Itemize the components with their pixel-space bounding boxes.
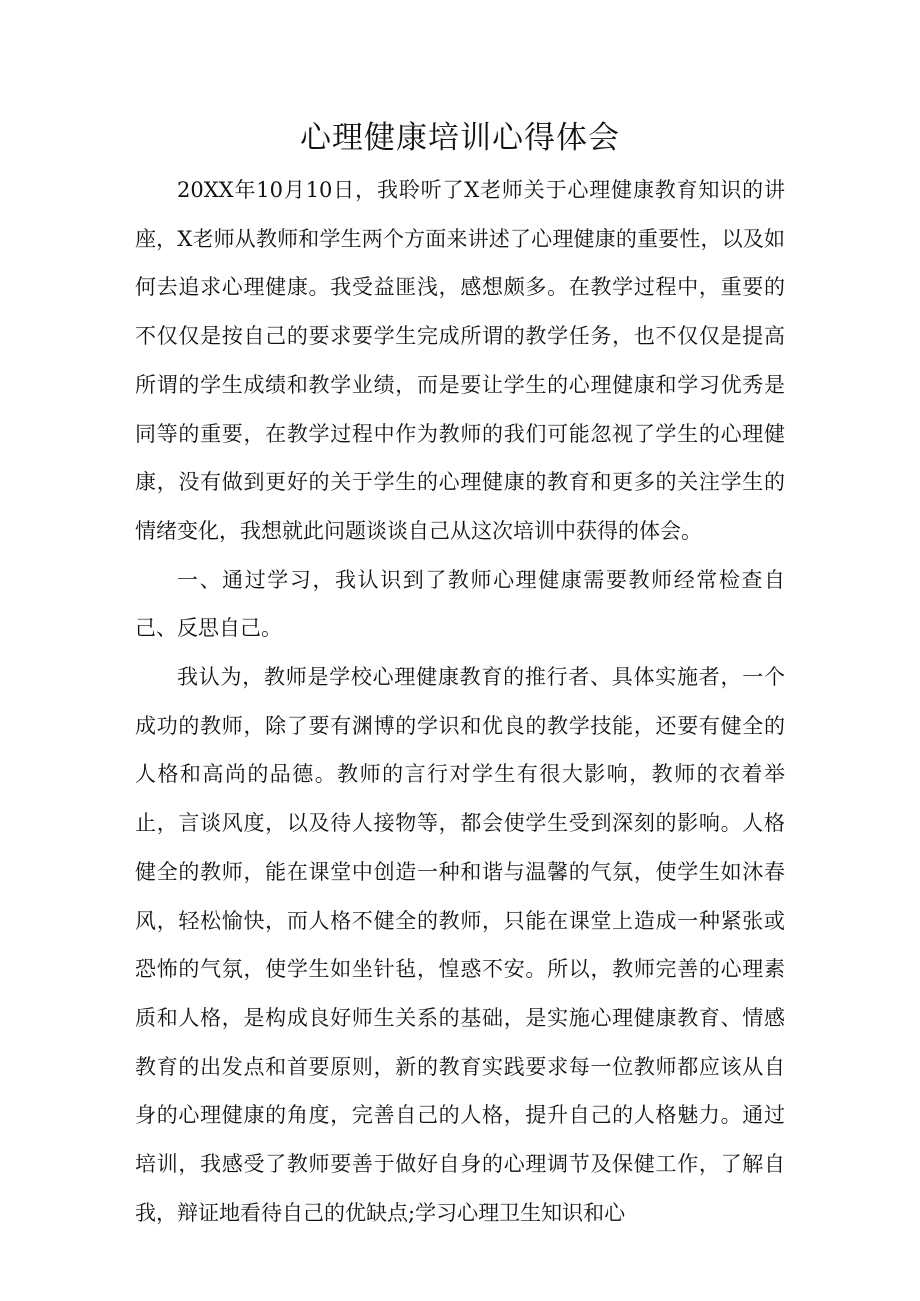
document-title: 心理健康培训心得体会 bbox=[300, 120, 620, 156]
paragraph-intro: 20XX年10月10日，我聆听了X老师关于心理健康教育知识的讲座，X老师从教师和学生两个方面来讲述了心理健康的重要性，以及如何去追求心理健康。我受益匪浅，感想颇多。在教学过程中，重要的不仅仅是按自己的要求要学生完成所谓的教学任务，也不仅仅是提高所谓的学生成绩和教学业绩，而是要让学生的心理健康和学习优秀是同等的重要，在教学过程中作为教师的我们可能忽视了学生的心理健康，没有做到更好的关于学生的心理健康的教育和更多的关注学生的情绪变化，我想就此问题谈谈自己从这次培训中获得的体会。 bbox=[135, 178, 785, 543]
document-body bbox=[135, 166, 785, 1237]
paragraph-teacher-personality: 我认为，教师是学校心理健康教育的推行者、具体实施者，一个成功的教师，除了要有渊博的学识和优良的教学技能，还要有健全的人格和高尚的品德。教师的言行对学生有很大影响，教师的衣着举止，言谈风度，以及待人接物等，都会使学生受到深刻的影响。人格健全的教师，能在课堂中创造一种和谐与温馨的气氛，使学生如沐春风，轻松愉快，而人格不健全的教师，只能在课堂上造成一种紧张或恐怖的气氛，使学生如坐针毡，惶惑不安。所以，教师完善的心理素质和人格，是构成良好师生关系的基础，是实施心理健康教育、情感教育的出发点和首要原则，新的教育实践要求每一位教师都应该从自身的心理健康的角度，完善自己的人格，提升自己的人格魅力。通过培训，我感受了教师要善于做好自身的心理调节及保健工作，了解自我，辩证地看待自己的优缺点;学习心理卫生知识和心 bbox=[135, 665, 785, 1225]
paragraph-section-one-heading: 一、通过学习，我认识到了教师心理健康需要教师经常检查自己、反思自己。 bbox=[135, 567, 785, 641]
